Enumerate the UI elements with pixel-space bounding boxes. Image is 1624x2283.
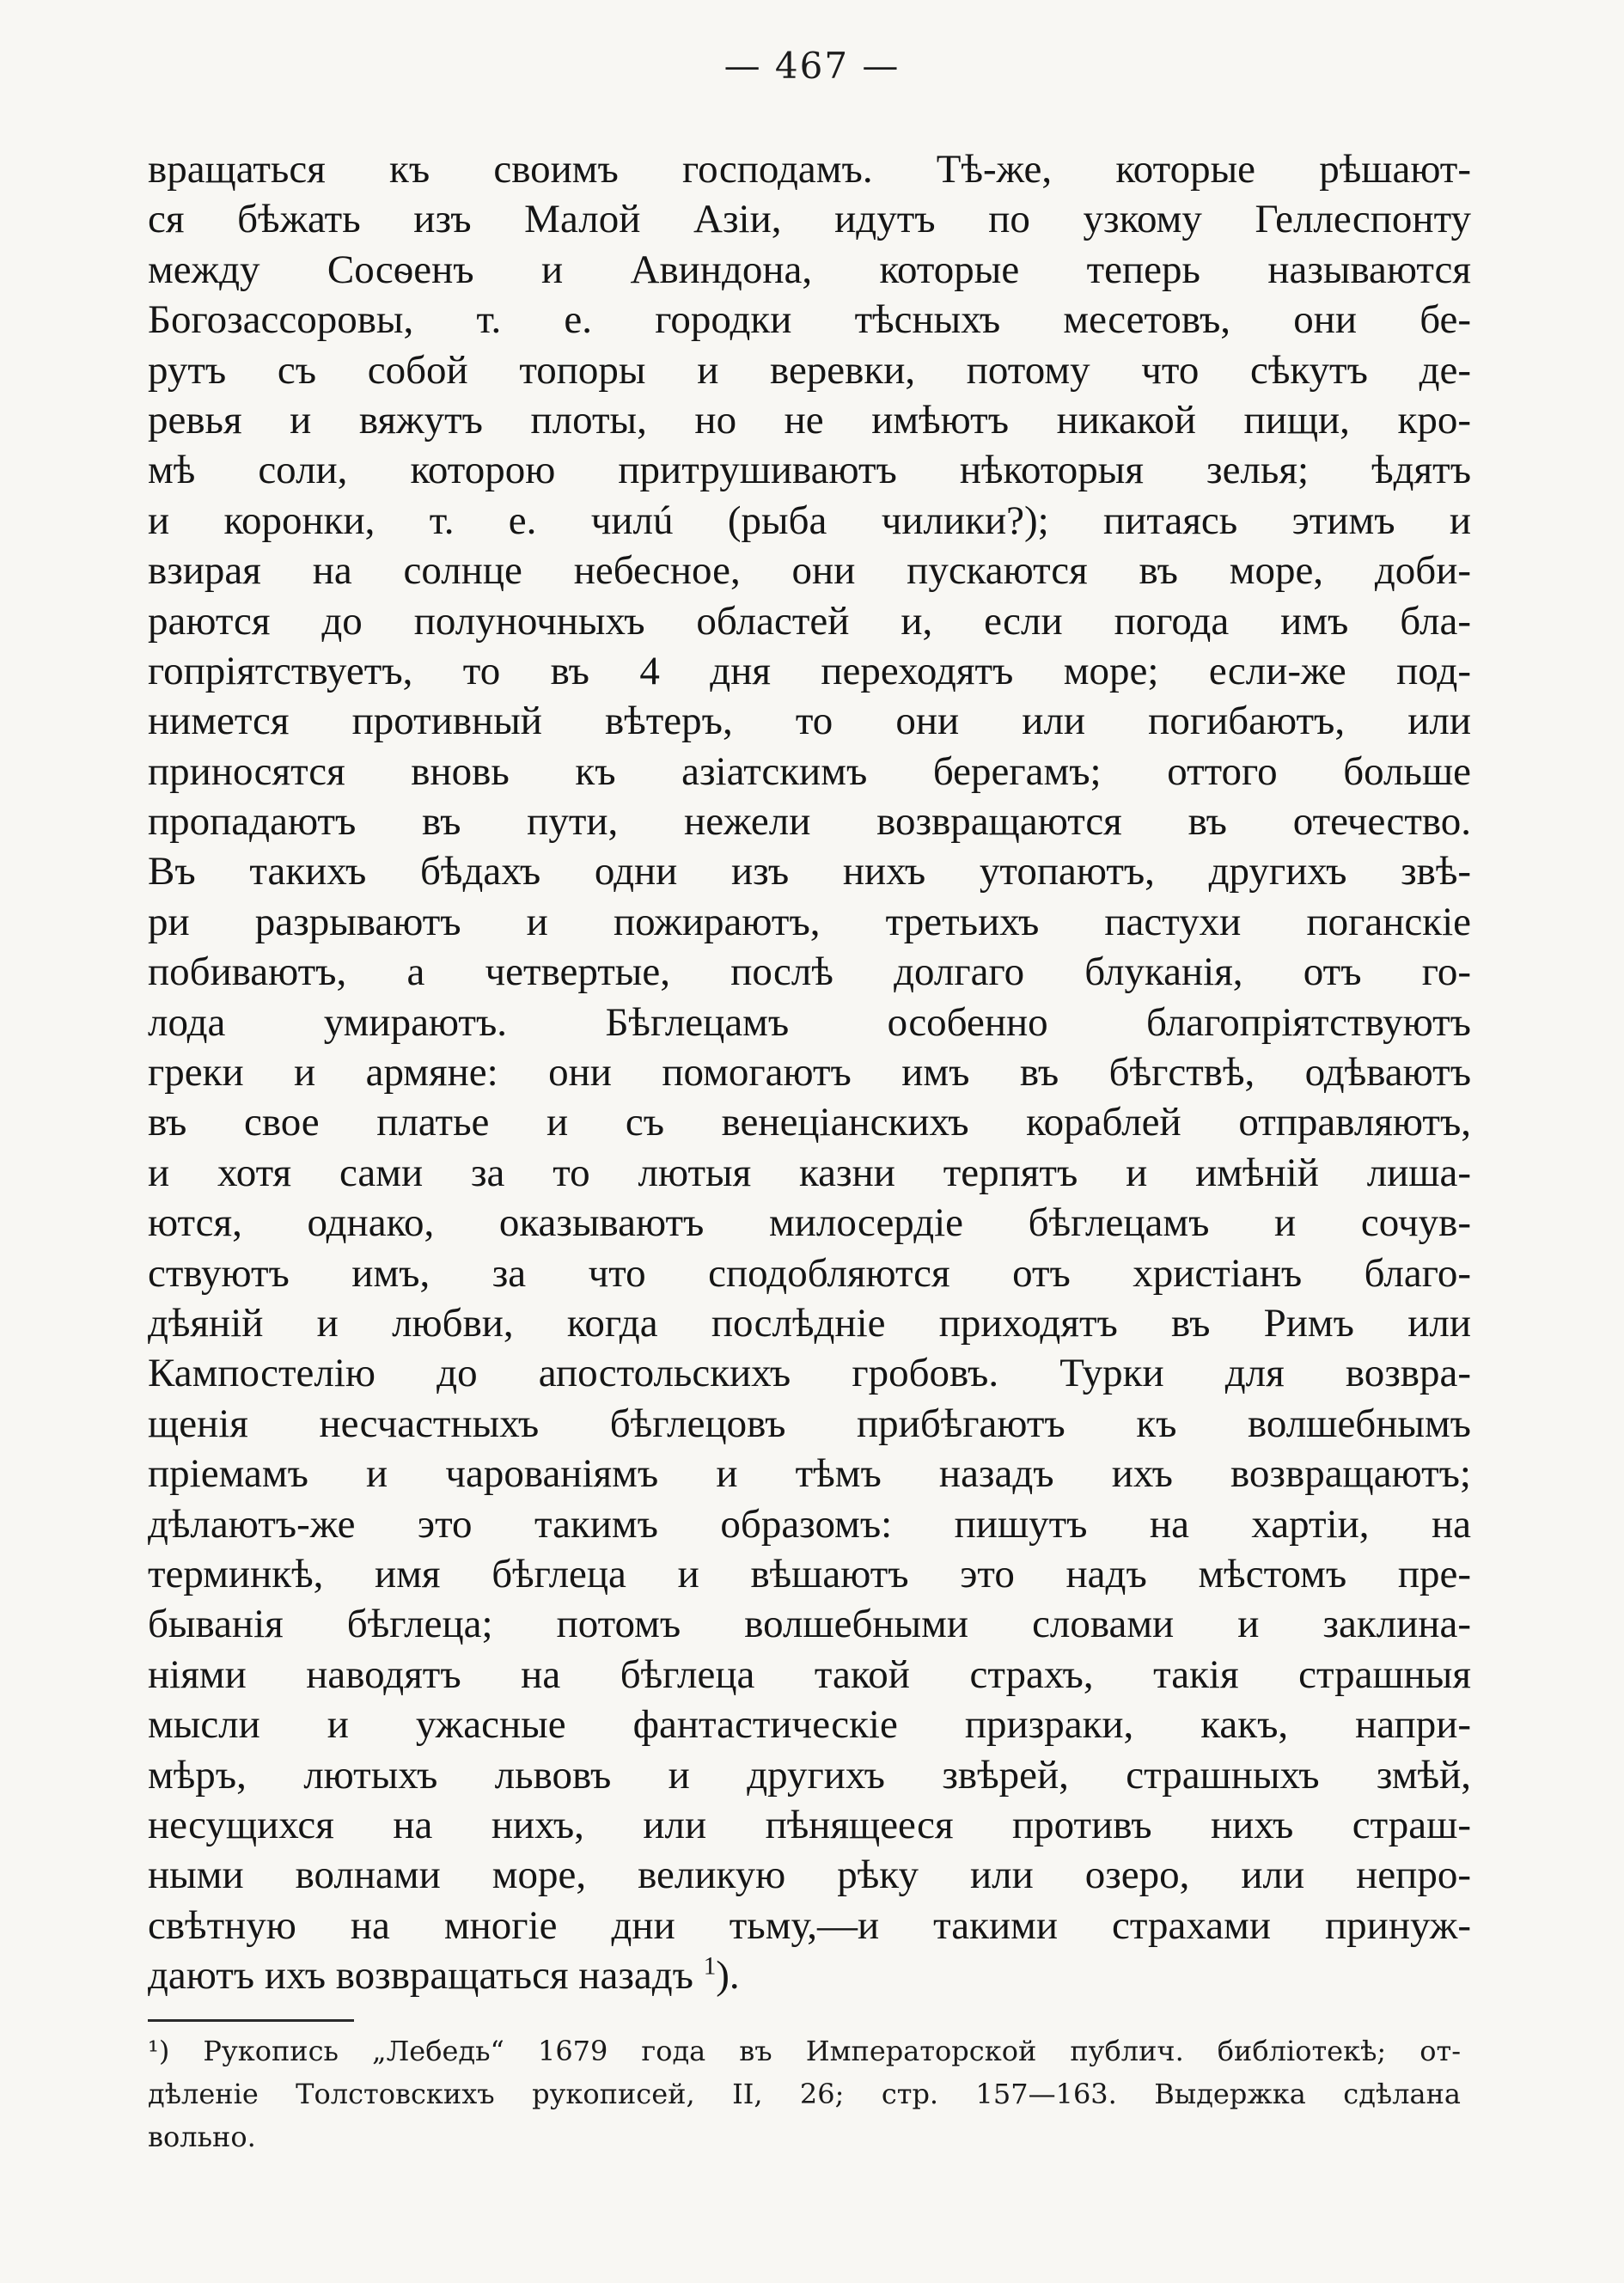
text-line: гопріятствуетъ, то въ 4 дня переходятъ море; если-же под- xyxy=(148,648,1471,693)
text-line: быванія бѣглеца; потомъ волшебными словами и заклина- xyxy=(148,1602,1471,1647)
text-line: въ свое платье и съ венеціанскихъ кораблей отправляютъ, xyxy=(148,1100,1471,1145)
text-line: терминкѣ, имя бѣглеца и вѣшаютъ это надъ мѣстомъ пре- xyxy=(148,1551,1471,1596)
footnote-line: дѣленіе Толстовскихъ рукописей, II, 26; стр. 157—163. Выдержка сдѣлана xyxy=(148,2078,1461,2110)
text-line: приносятся вновь къ азіатскимъ берегамъ; оттого больше xyxy=(148,748,1471,794)
text-line: Богозассоровы, т. е. городки тѣсныхъ месетовъ, они бе- xyxy=(148,297,1471,343)
text-line: мысли и ужасные фантастическіе призраки, какъ, напри- xyxy=(148,1702,1471,1748)
text-line: ніями наводятъ на бѣглеца такой страхъ, такія страшныя xyxy=(148,1651,1471,1697)
text-line: ри разрываютъ и пожираютъ, третьихъ пастухи поганскіе xyxy=(148,899,1471,944)
text-line: вращаться къ своимъ господамъ. Тѣ-же, которые рѣшают- xyxy=(148,147,1471,192)
text-line: раются до полуночныхъ областей и, если погода имъ бла- xyxy=(148,598,1471,644)
text-line: ся бѣжать изъ Малой Азіи, идутъ по узкому Геллеспонту xyxy=(148,197,1471,242)
text-line: щенія несчастныхъ бѣглецовъ прибѣгаютъ къ волшебнымъ xyxy=(148,1401,1471,1446)
footnote-separator xyxy=(148,2019,354,2022)
text-line-last xyxy=(148,1950,1471,2000)
text-line: мѣръ, лютыхъ львовъ и другихъ звѣрей, страшныхъ змѣй, xyxy=(148,1752,1471,1798)
text-line: ными волнами море, великую рѣку или озеро, или непро- xyxy=(148,1853,1471,1898)
page-number: — 467 — xyxy=(723,45,901,87)
text-line: и коронки, т. е. чилú (рыба чилики?); питаясь этимъ и xyxy=(148,497,1471,543)
footnote-reference[interactable]: 1 xyxy=(703,1952,717,1981)
text-line: пріемамъ и чарованіямъ и тѣмъ назадъ ихъ возвращаютъ; xyxy=(148,1451,1471,1497)
text-line: пропадаютъ въ пути, нежели возвращаются въ отечество. xyxy=(148,799,1471,845)
text-line: греки и армяне: они помогаютъ имъ въ бѣгствѣ, одѣваютъ xyxy=(148,1050,1471,1096)
text-line: свѣтную на многіе дни тьму,—и такими страхами принуж- xyxy=(148,1902,1471,1948)
text-line: Въ такихъ бѣдахъ одни изъ нихъ утопаютъ, другихъ звѣ- xyxy=(148,849,1471,894)
text-line: дѣяній и любви, когда послѣдніе приходятъ въ Римъ или xyxy=(148,1300,1471,1346)
text-line: ревья и вяжутъ плоты, но не имѣютъ никакой пищи, кро- xyxy=(148,397,1471,443)
text-line: побиваютъ, а четвертые, послѣ долгаго блуканія, отъ го- xyxy=(148,949,1471,995)
text-line: Кампостелію до апостольскихъ гробовъ. Турки для возвра- xyxy=(148,1351,1471,1396)
text-line: дѣлаютъ-же это такимъ образомъ: пишутъ на хартіи, на xyxy=(148,1501,1471,1547)
text-line: рутъ съ собой топоры и веревки, потому что сѣкутъ де- xyxy=(148,347,1471,393)
footnote-line: ¹) Рукопись „Лебедь“ 1679 года въ Императорской публич. библіотекѣ; от- xyxy=(148,2035,1461,2067)
text-line: и хотя сами за то лютыя казни терпятъ и имѣній лиша- xyxy=(148,1150,1471,1195)
text-line-content: даютъ ихъ возвращаться назадъ xyxy=(148,1953,693,1999)
text-line: взирая на солнце небесное, они пускаются въ море, доби- xyxy=(148,548,1471,594)
footnote-line: вольно. xyxy=(148,2121,256,2153)
text-line: несущихся на нихъ, или пѣнящееся противъ нихъ страш- xyxy=(148,1802,1471,1847)
text-line: ются, однако, оказываютъ милосердіе бѣглецамъ и сочув- xyxy=(148,1200,1471,1246)
text-line: ствуютъ имъ, за что сподобляются отъ христіанъ благо- xyxy=(148,1250,1471,1296)
text-line: лода умираютъ. Бѣглецамъ особенно благопріятствуютъ xyxy=(148,999,1471,1045)
footnote xyxy=(148,2030,1461,2158)
footnote-reference-suffix: ). xyxy=(716,1953,740,1999)
text-line: между Сосѳенъ и Авиндона, которые теперь называются xyxy=(148,247,1471,292)
text-line: нимется противный вѣтеръ, то они или погибаютъ, или xyxy=(148,699,1471,744)
text-line: мѣ соли, которою притрушиваютъ нѣкоторыя зелья; ѣдятъ xyxy=(148,448,1471,493)
main-text xyxy=(148,144,1471,2000)
